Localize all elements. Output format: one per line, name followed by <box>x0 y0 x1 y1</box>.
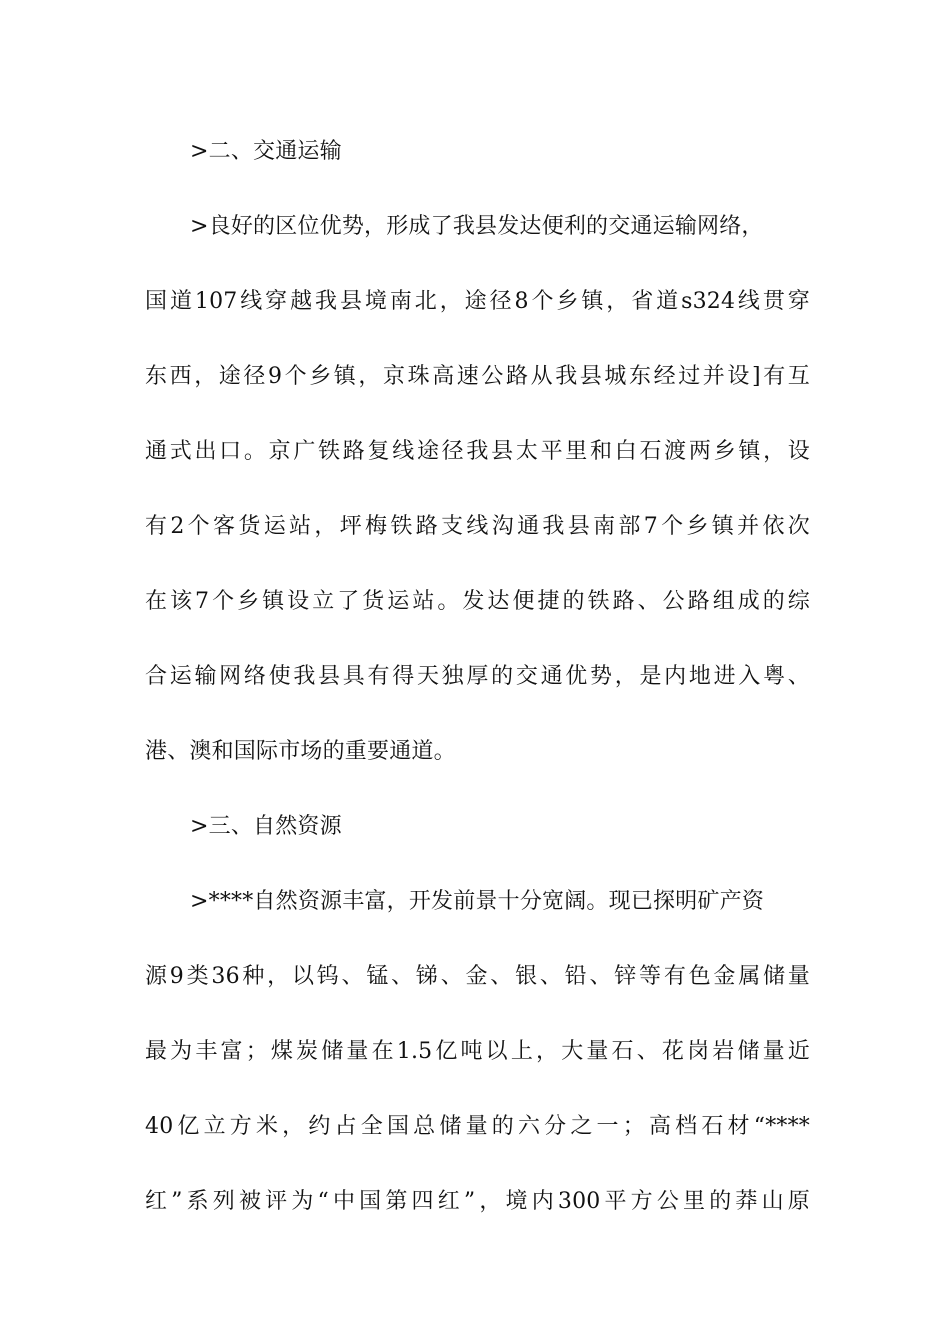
transport-paragraph-line-4: 通式出口。京广铁路复线途径我县太平里和白石渡两乡镇，设 <box>145 439 810 464</box>
transport-paragraph-line-5: 有2个客货运站，坪梅铁路支线沟通我县南部7个乡镇并依次 <box>145 514 810 539</box>
transport-paragraph-line-7: 合运输网络使我县具有得天独厚的交通优势，是内地进入粤、 <box>145 664 810 689</box>
resources-paragraph-line-2: 源9类36种，以钨、锰、锑、金、银、铅、锌等有色金属储量 <box>145 964 810 989</box>
transport-paragraph-line-6: 在该7个乡镇设立了货运站。发达便捷的铁路、公路组成的综 <box>145 589 810 614</box>
resources-paragraph-line-3: 最为丰富；煤炭储量在1.5亿吨以上，大量石、花岗岩储量近 <box>145 1039 810 1064</box>
resources-paragraph-line-1: >****自然资源丰富，开发前景十分宽阔。现已探明矿产资 <box>190 889 765 914</box>
section-heading-natural-resources: >三、自然资源 <box>190 814 342 839</box>
section-heading-transport: >二、交通运输 <box>190 139 342 164</box>
transport-paragraph-line-8: 港、澳和国际市场的重要通道。 <box>145 739 456 764</box>
transport-paragraph-line-3: 东西，途径9个乡镇，京珠高速公路从我县城东经过并设]有互 <box>145 364 810 389</box>
resources-paragraph-line-4: 40亿立方米，约占全国总储量的六分之一；高档石材“**** <box>145 1114 810 1139</box>
transport-paragraph-line-2: 国道107线穿越我县境南北，途径8个乡镇，省道s324线贯穿 <box>145 289 810 314</box>
transport-paragraph-line-1: >良好的区位优势，形成了我县发达便利的交通运输网络， <box>190 214 764 239</box>
resources-paragraph-line-5: 红”系列被评为“中国第四红”，境内300平方公里的莽山原 <box>145 1189 810 1214</box>
